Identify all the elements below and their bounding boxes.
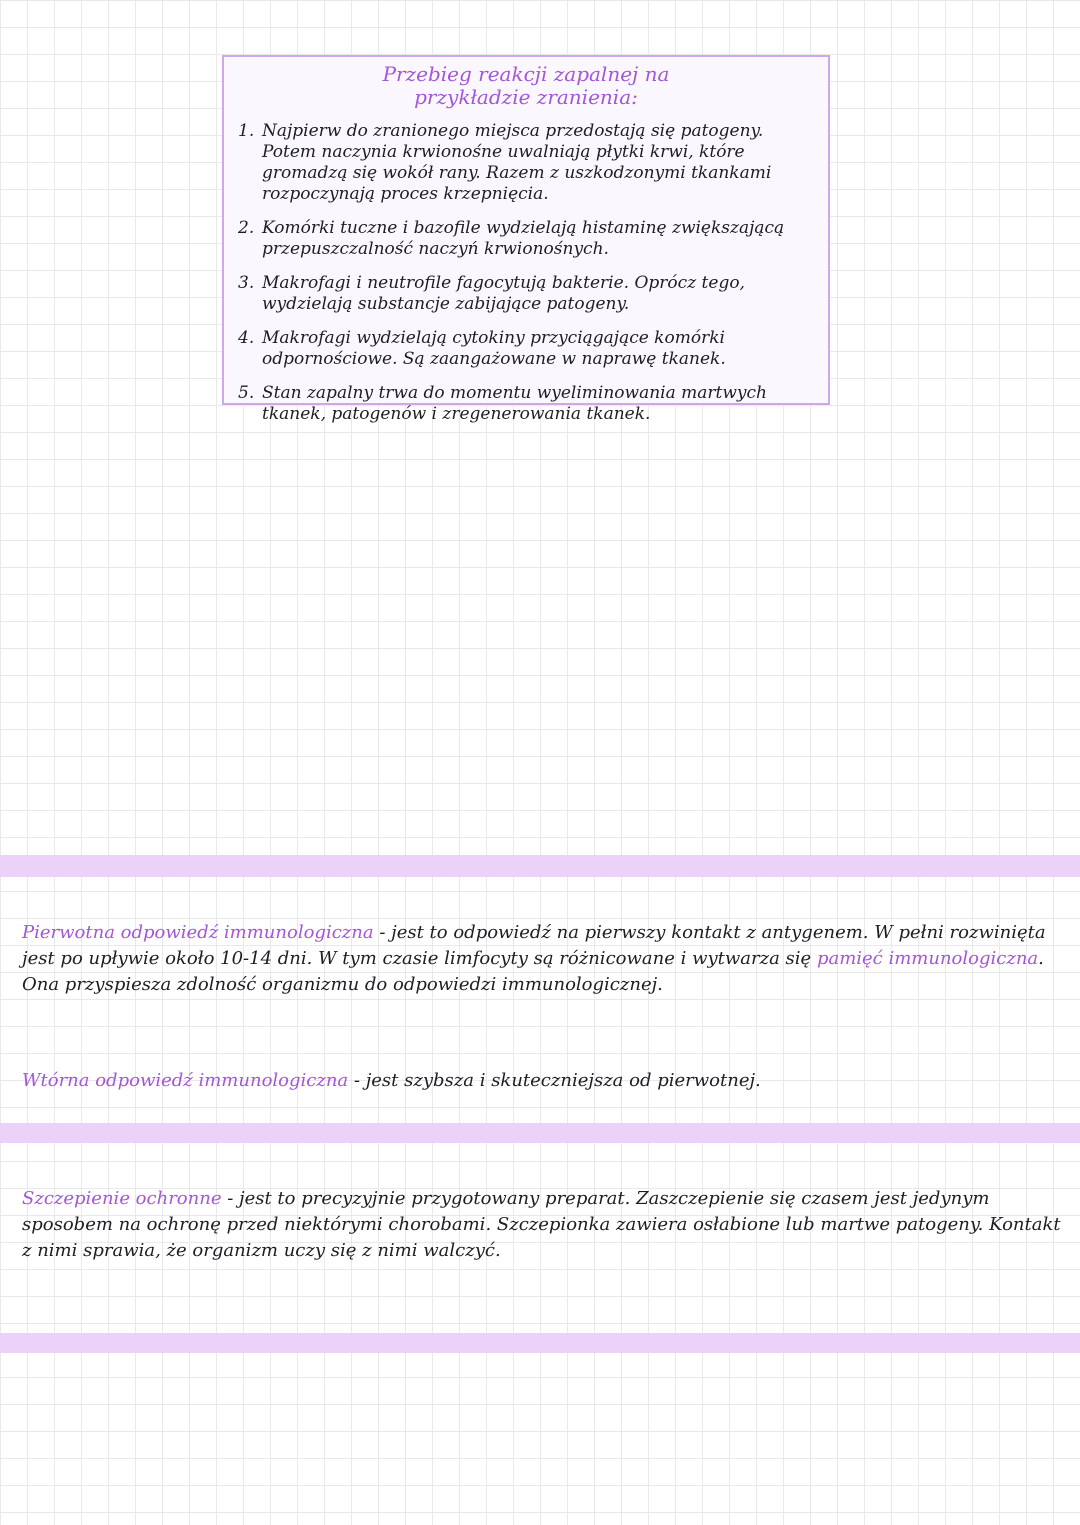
step-number: 5. [238,383,255,403]
step-item [238,218,812,260]
vaccine-term: Szczepienie ochronne [22,1188,222,1209]
inflammation-steps [224,121,828,425]
step-number: 1. [238,121,255,141]
vaccine-paragraph [22,1186,1068,1264]
vaccine-text: - jest to precyzyjnie przygotowany preparat. Zaszczepienie się czasem jest jedynym sposobem na ochronę przed niektórymi chorobami. Szczepionka zawiera osłabione lub martwe patogeny. Kontakt z nimi sprawia, że organizm uczy się z nimi walczyć. [22,1188,1061,1261]
step-item [238,328,812,370]
primary-response-text: - jest to odpowiedź na pierwszy kontakt z antygenem. W pełni rozwinięta jest po upływie około 10-14 dni. W tym czasie limfocyty są różnicowane i wytwarza się [22,922,1046,969]
divider-band [0,1123,1080,1143]
secondary-response-text: - jest szybsza i skuteczniejsza od pierwotnej. [348,1070,761,1091]
primary-response-term: Pierwotna odpowiedź immunologiczna [22,922,374,943]
step-number: 2. [238,218,255,238]
primary-response-paragraph [22,920,1068,998]
inflammation-box [222,55,830,424]
step-text: Makrofagi wydzielają cytokiny przyciągające komórki odpornościowe. Są zaangażowane w naprawę tkanek. [262,328,726,369]
step-number: 4. [238,328,255,348]
step-text: Komórki tuczne i bazofile wydzielają histaminę zwiększającą przepuszczalność naczyń krwionośnych. [262,218,785,259]
divider-band [0,855,1080,877]
immunological-memory-term: pamięć immunologiczna [816,948,1039,969]
secondary-response-paragraph [22,1068,1068,1094]
step-item [238,383,812,425]
step-text: Stan zapalny trwa do momentu wyeliminowania martwych tkanek, patogenów i zregenerowania tkanek. [262,383,767,424]
step-number: 3. [238,273,255,293]
step-text: Makrofagi i neutrofile fagocytują bakterie. Oprócz tego, wydzielają substancje zabijające patogeny. [262,273,745,314]
box-title-line2: przykładzie zranienia: [414,85,638,109]
step-text: Najpierw do zranionego miejsca przedostają się patogeny. Potem naczynia krwionośne uwalniają płytki krwi, które gromadzą się wokół rany. Razem z uszkodzonymi tkankami rozpoczynają proces krzepnięcia. [262,121,772,204]
divider-band [0,1333,1080,1353]
primary-response-text-end: . Ona przyspiesza zdolność organizmu do odpowiedzi immunologicznej. [22,948,1044,995]
step-item [238,273,812,315]
box-title [224,63,828,109]
step-item [238,121,812,205]
secondary-response-term: Wtórna odpowiedź immunologiczna [22,1070,349,1091]
box-title-line1: Przebieg reakcji zapalnej na [382,62,670,86]
